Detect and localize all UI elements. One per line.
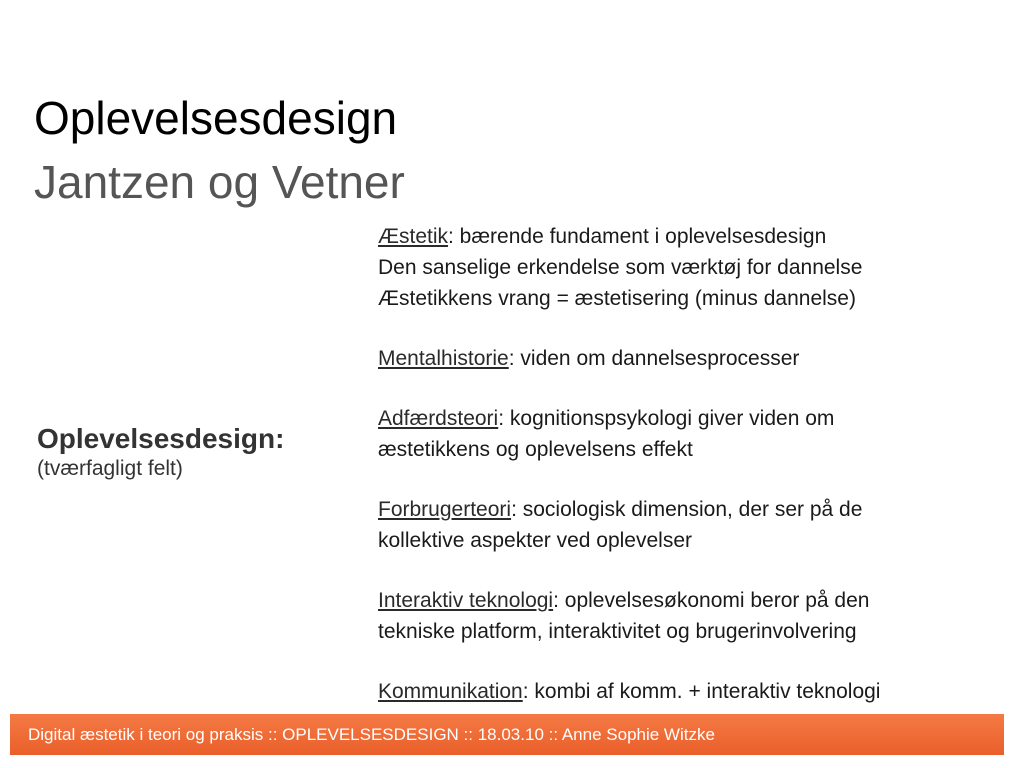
consumer-block xyxy=(378,494,1008,556)
aesthetics-block xyxy=(378,221,1008,314)
footer-bar xyxy=(10,714,1004,755)
behavior-text: : kognitionspsykologi giver viden om xyxy=(498,407,835,430)
interactive-line-1 xyxy=(378,585,1008,616)
mentalhistory-term: Mentalhistorie xyxy=(378,347,509,370)
consumer-line-1 xyxy=(378,494,1008,525)
consumer-term: Forbrugerteori xyxy=(378,498,512,521)
aesthetics-term: Æstetik xyxy=(378,225,449,248)
behavior-term: Adfærdsteori xyxy=(378,407,499,430)
interactive-term: Interaktiv teknologi xyxy=(378,589,554,612)
left-label xyxy=(37,422,284,482)
left-heading: Oplevelsesdesign: xyxy=(37,423,285,454)
behavior-block xyxy=(378,403,1008,465)
behavior-line-2: æstetikkens og oplevelsens effekt xyxy=(378,438,693,461)
mentalhistory-block xyxy=(378,343,1008,374)
aesthetics-line-3: Æstetikkens vrang = æstetisering (minus dannelse) xyxy=(378,287,856,310)
aesthetics-line-1 xyxy=(378,221,1008,252)
mentalhistory-text: : viden om dannelsesprocesser xyxy=(508,347,800,370)
aesthetics-text: : bærende fundament i oplevelsesdesign xyxy=(448,225,827,248)
aesthetics-line-2: Den sanselige erkendelse som værktøj for dannelse xyxy=(378,256,863,279)
mentalhistory-line-1 xyxy=(378,343,1008,374)
left-subheading: (tværfagligt felt) xyxy=(37,457,183,480)
behavior-line-1 xyxy=(378,403,1008,434)
communication-term: Kommunikation xyxy=(378,680,523,703)
slide-subtitle: Jantzen og Vetner xyxy=(34,156,405,208)
interactive-block xyxy=(378,585,1008,647)
interactive-text: : oplevelsesøkonomi beror på den xyxy=(553,589,870,612)
consumer-text: : sociologisk dimension, der ser på de xyxy=(511,498,863,521)
communication-line-1 xyxy=(378,676,1008,707)
consumer-line-2: kollektive aspekter ved oplevelser xyxy=(378,529,692,552)
footer-text: Digital æstetik i teori og praksis :: OPLEVELSESDESIGN :: 18.03.10 :: Anne Sophie Witzke xyxy=(28,725,715,744)
content-list xyxy=(378,221,1008,736)
slide-title: Oplevelsesdesign xyxy=(34,92,398,144)
interactive-line-2: tekniske platform, interaktivitet og brugerinvolvering xyxy=(378,620,857,643)
communication-text: : kombi af komm. + interaktiv teknologi xyxy=(522,680,881,703)
communication-block xyxy=(378,676,1008,707)
